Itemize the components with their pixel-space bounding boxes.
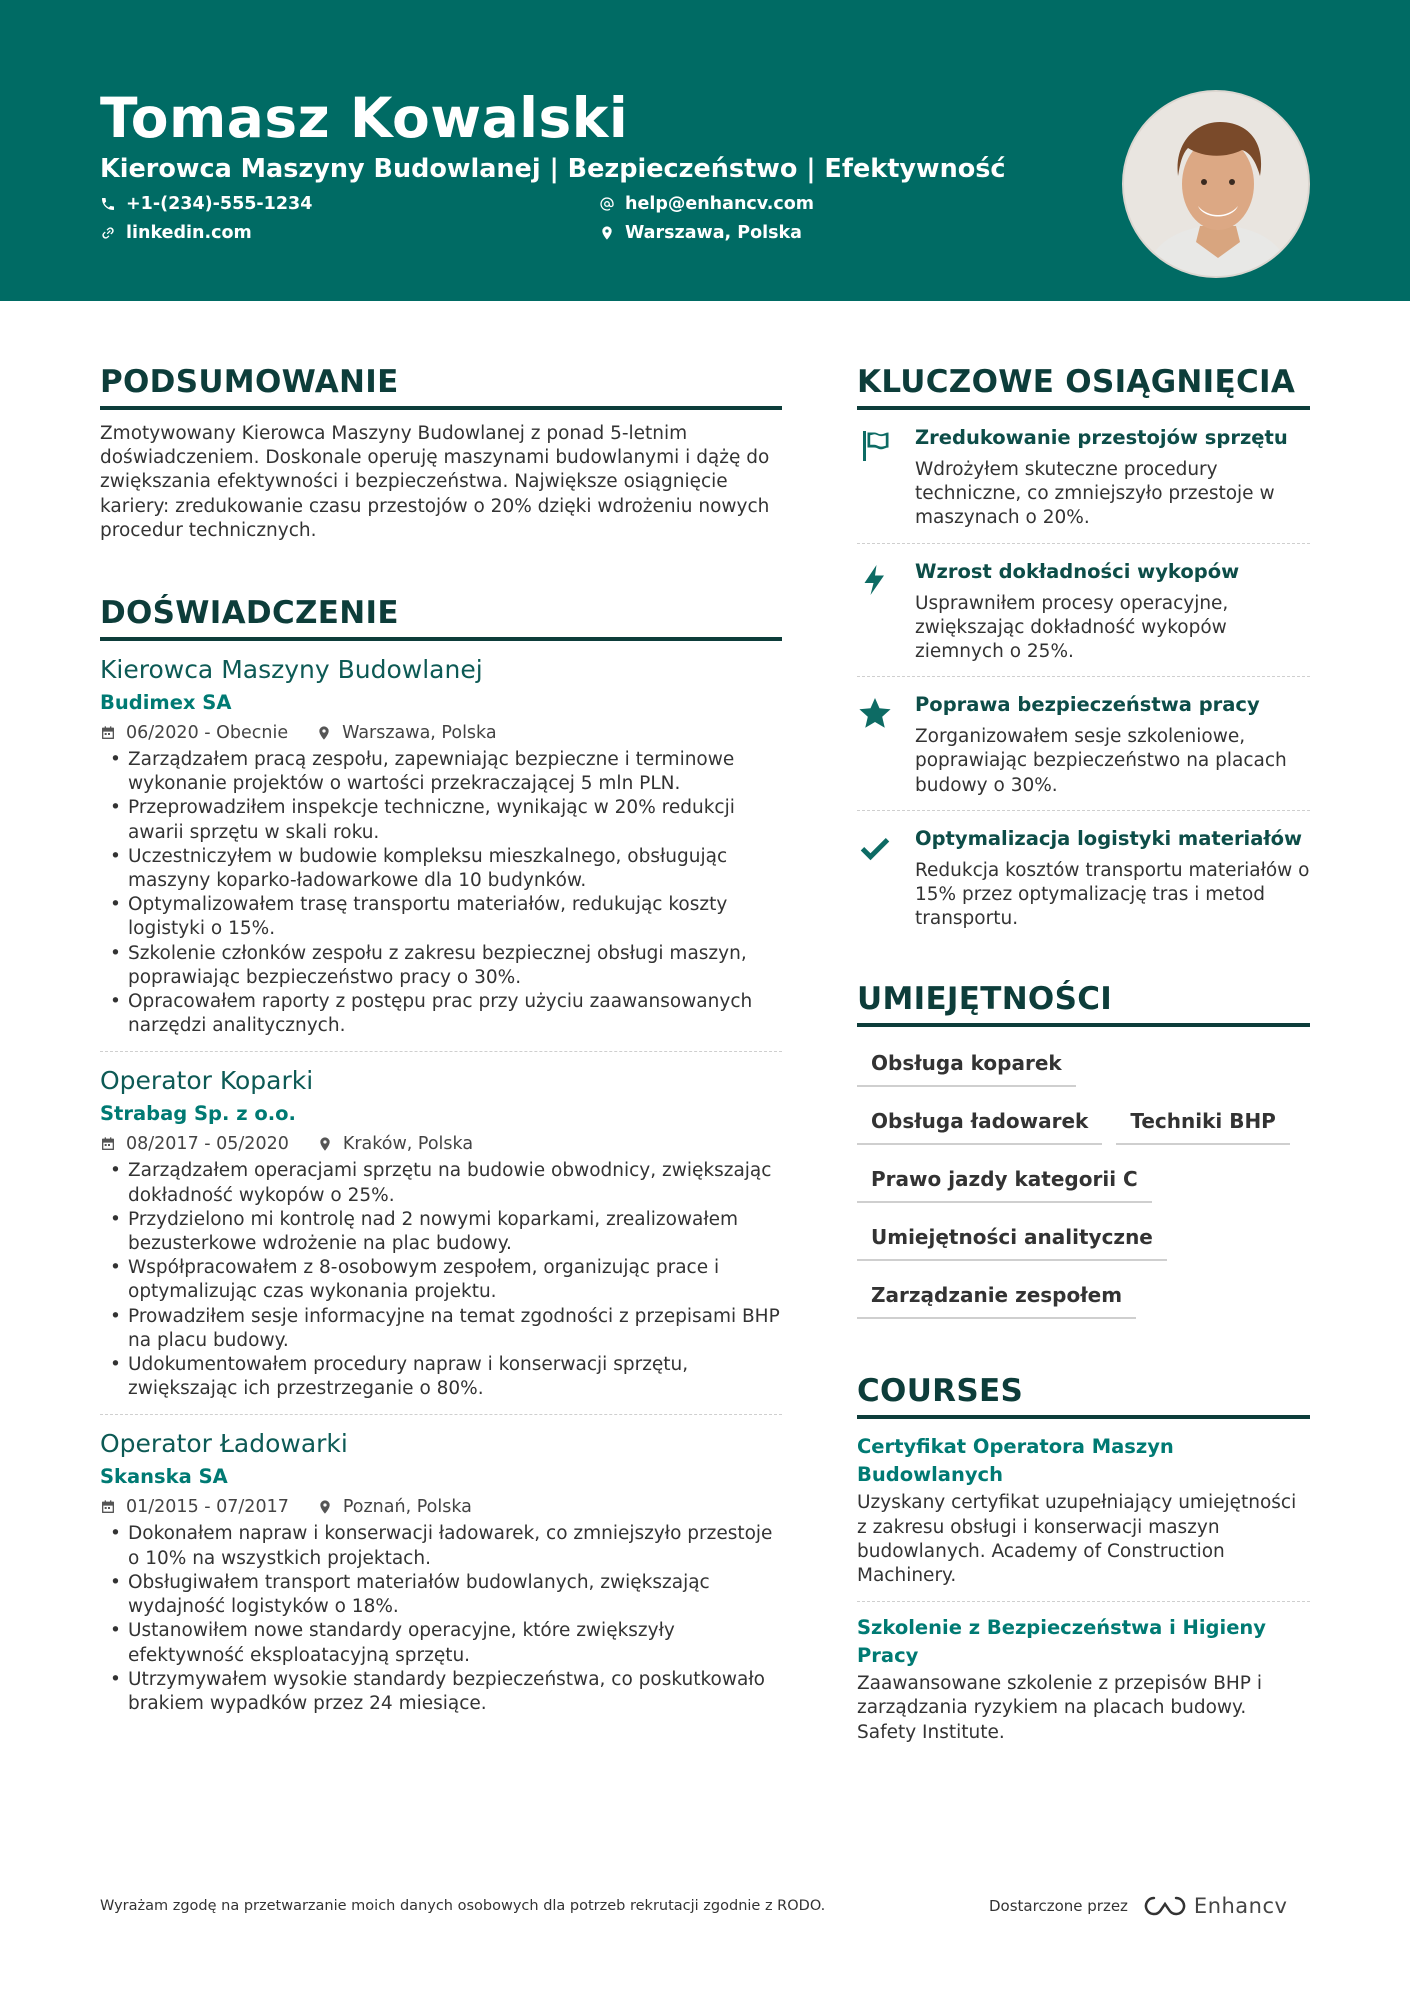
company-name: Budimex SA	[100, 691, 232, 715]
summary-heading: PODSUMOWANIE	[100, 360, 782, 410]
job-location	[316, 720, 496, 746]
job-title: Operator Koparki	[100, 1066, 314, 1096]
phone-text: +1-(234)-555-1234	[126, 194, 313, 214]
list-item: • Szkolenie członków zespołu z zakresu bezpiecznej obsługi maszyn, poprawiając bezpieczeństwo pracy o 30%.	[100, 942, 782, 990]
powered-by[interactable]	[989, 1894, 1287, 1918]
email-text: help@enhancv.com	[625, 194, 815, 214]
job-bullets	[100, 1522, 782, 1716]
link-icon	[100, 225, 116, 241]
phone-contact[interactable]	[100, 192, 312, 216]
list-item: • Dokonałem napraw i konserwacji ładowarek, co zmniejszyło przestoje o 10% na wszystkich projektach.	[100, 1522, 782, 1570]
list-item: • Przeprowadziłem inspekcje techniczne, wynikając w 20% redukcji awarii sprzętu w skali roku.	[100, 796, 782, 844]
job-bullets	[100, 748, 782, 1038]
list-item: • Uczestniczyłem w budowie kompleksu mieszkalnego, obsługując maszyny koparko-ładowarkowe dla 10 budynków.	[100, 845, 782, 893]
left-column	[100, 360, 782, 1716]
powered-by-label: Dostarczone przez	[989, 1897, 1128, 1915]
job-dates: 08/2017 - 05/2020	[126, 1134, 289, 1155]
skill-tag: Prawo jazdy kategorii C	[857, 1155, 1152, 1203]
achievement-title: Optymalizacja logistyki materiałów	[915, 826, 1303, 850]
achievement-item	[857, 410, 1310, 543]
profile-photo	[1122, 90, 1310, 278]
job-title: Operator Ładowarki	[100, 1429, 348, 1459]
skills-heading: UMIEJĘTNOŚCI	[857, 977, 1310, 1027]
course-desc: Zaawansowane szkolenie z przepisów BHP i zarządzania ryzykiem na placach budowy. Safety Institute.	[857, 1673, 1262, 1743]
list-item: • Prowadziłem sesje informacyjne na temat zgodności z przepisami BHP na placu budowy.	[100, 1305, 782, 1353]
experience-heading: DOŚWIADCZENIE	[100, 591, 782, 641]
skill-tag: Zarządzanie zespołem	[857, 1271, 1136, 1319]
calendar-icon	[100, 725, 116, 741]
achievement-title: Wzrost dokładności wykopów	[915, 559, 1240, 583]
at-icon	[599, 196, 615, 212]
calendar-icon	[100, 1499, 116, 1515]
job-bullets	[100, 1159, 782, 1401]
job-dates: 06/2020 - Obecnie	[126, 723, 289, 744]
skill-tag: Obsługa koparek	[857, 1039, 1076, 1087]
achievement-item	[857, 544, 1310, 677]
achievement-desc: Zorganizowałem sesje szkoleniowe, poprawiając bezpieczeństwo na placach budowy o 30%.	[915, 726, 1287, 796]
candidate-headline: Kierowca Maszyny Budowlanej | Bezpieczeństwo | Efektywność	[100, 154, 1006, 184]
job-location	[317, 1131, 473, 1157]
list-item: • Optymalizowałem trasę transportu materiałów, redukując koszty logistyki o 15%.	[100, 893, 782, 941]
achievement-desc: Usprawniłem procesy operacyjne, zwiększając dokładność wykopów ziemnych o 25%.	[915, 592, 1229, 663]
location-contact	[599, 221, 802, 245]
achievements-heading: KLUCZOWE OSIĄGNIĘCIA	[857, 360, 1310, 410]
job-entry	[100, 1052, 782, 1415]
job-meta	[100, 720, 782, 746]
list-item: • Ustanowiłem nowe standardy operacyjne, które zwiększyły efektywność eksploatacyjną sprzętu.	[100, 1619, 782, 1667]
list-item: • Opracowałem raporty z postępu prac przy użyciu zaawansowanych narzędzi analitycznych.	[100, 990, 782, 1038]
consent-text: Wyrażam zgodę na przetwarzanie moich danych osobowych dla potrzeb rekrutacji zgodnie z RODO.	[100, 1898, 826, 1914]
email-contact[interactable]	[599, 192, 814, 216]
calendar-icon	[100, 1136, 116, 1152]
linkedin-text: linkedin.com	[126, 223, 252, 243]
summary-text: Zmotywowany Kierowca Maszyny Budowlanej z ponad 5-letnim doświadczeniem. Doskonale operuję maszynami budowlanymi i dążę do zwiększania efektywności i bezpieczeństwa. Największe osiągnięcie kariery: zredukowanie czasu przestojów o 20% dzięki wdrożeniu nowych procedur technicznych.	[100, 423, 770, 541]
achievement-item	[857, 811, 1310, 944]
list-item: • Zarządzałem pracą zespołu, zapewniając bezpieczne i terminowe wykonanie projektów o wartości przekraczającej 5 mln PLN.	[100, 748, 782, 796]
job-entry	[100, 641, 782, 1052]
job-location-text: Kraków, Polska	[342, 1134, 474, 1155]
location-text: Warszawa, Polska	[625, 223, 802, 243]
check-icon	[857, 829, 893, 865]
resume-header	[0, 0, 1410, 301]
course-desc: Uzyskany certyfikat uzupełniający umiejętności z zakresu obsługi i konserwacji maszyn budowlanych. Academy of Construction Machinery.	[857, 1492, 1297, 1587]
achievement-title: Poprawa bezpieczeństwa pracy	[915, 693, 1260, 717]
job-location	[317, 1494, 472, 1520]
location-pin-icon	[317, 1499, 333, 1515]
company-name: Skanska SA	[100, 1465, 228, 1489]
courses-heading: COURSES	[857, 1369, 1310, 1419]
list-item: • Przydzielono mi kontrolę nad 2 nowymi koparkami, zrealizowałem bezusterkowe wdrożenie na plac budowy.	[100, 1208, 782, 1256]
job-dates: 01/2015 - 07/2017	[126, 1497, 289, 1518]
location-pin-icon	[317, 1136, 333, 1152]
course-item	[857, 1602, 1310, 1745]
achievement-desc: Redukcja kosztów transportu materiałów o 15% przez optymalizację tras i metod transportu.	[915, 859, 1310, 930]
phone-icon	[100, 196, 116, 212]
list-item: • Zarządzałem operacjami sprzętu na budowie obwodnicy, zwiększając dokładność wykopów o 25%.	[100, 1159, 782, 1207]
lightning-icon	[857, 562, 893, 598]
job-location-text: Poznań, Polska	[342, 1497, 472, 1518]
candidate-name: Tomasz Kowalski	[100, 86, 629, 150]
enhancv-logo-icon	[1142, 1894, 1188, 1918]
course-item	[857, 1419, 1310, 1588]
flag-icon	[857, 428, 893, 464]
star-icon	[857, 695, 893, 731]
linkedin-contact[interactable]	[100, 221, 252, 245]
skill-tag: Umiejętności analityczne	[857, 1213, 1167, 1261]
list-item: • Utrzymywałem wysokie standardy bezpieczeństwa, co poskutkowało brakiem wypadków przez 24 miesiące.	[100, 1668, 782, 1716]
location-pin-icon	[316, 725, 332, 741]
list-item: • Współpracowałem z 8-osobowym zespołem, organizując prace i optymalizując czas wykonania projektu.	[100, 1256, 782, 1304]
job-meta	[100, 1494, 782, 1520]
job-meta	[100, 1131, 782, 1157]
job-title: Kierowca Maszyny Budowlanej	[100, 655, 483, 685]
achievement-title: Zredukowanie przestojów sprzętu	[915, 426, 1288, 449]
skills-list	[857, 1039, 1310, 1329]
skill-tag: Techniki BHP	[1116, 1097, 1290, 1145]
skill-tag: Obsługa ładowarek	[857, 1097, 1102, 1145]
course-title: Certyfikat Operatora Maszyn Budowlanych	[857, 1435, 1174, 1487]
brand-name: Enhancv	[1193, 1894, 1288, 1918]
achievement-item	[857, 677, 1310, 810]
location-pin-icon	[599, 225, 615, 241]
list-item: • Udokumentowałem procedury napraw i konserwacji sprzętu, zwiększając ich przestrzeganie o 80%.	[100, 1353, 782, 1401]
list-item: • Obsługiwałem transport materiałów budowlanych, zwiększając wydajność logistyków o 18%.	[100, 1571, 782, 1619]
company-name: Strabag Sp. z o.o.	[100, 1102, 296, 1126]
right-column	[857, 360, 1310, 1745]
job-location-text: Warszawa, Polska	[342, 723, 497, 744]
job-entry	[100, 1415, 782, 1716]
course-title: Szkolenie z Bezpieczeństwa i Higieny Pracy	[857, 1616, 1267, 1668]
achievement-desc: Wdrożyłem skuteczne procedury techniczne, co zmniejszyło przestoje w maszynach o 20%.	[915, 459, 1275, 529]
